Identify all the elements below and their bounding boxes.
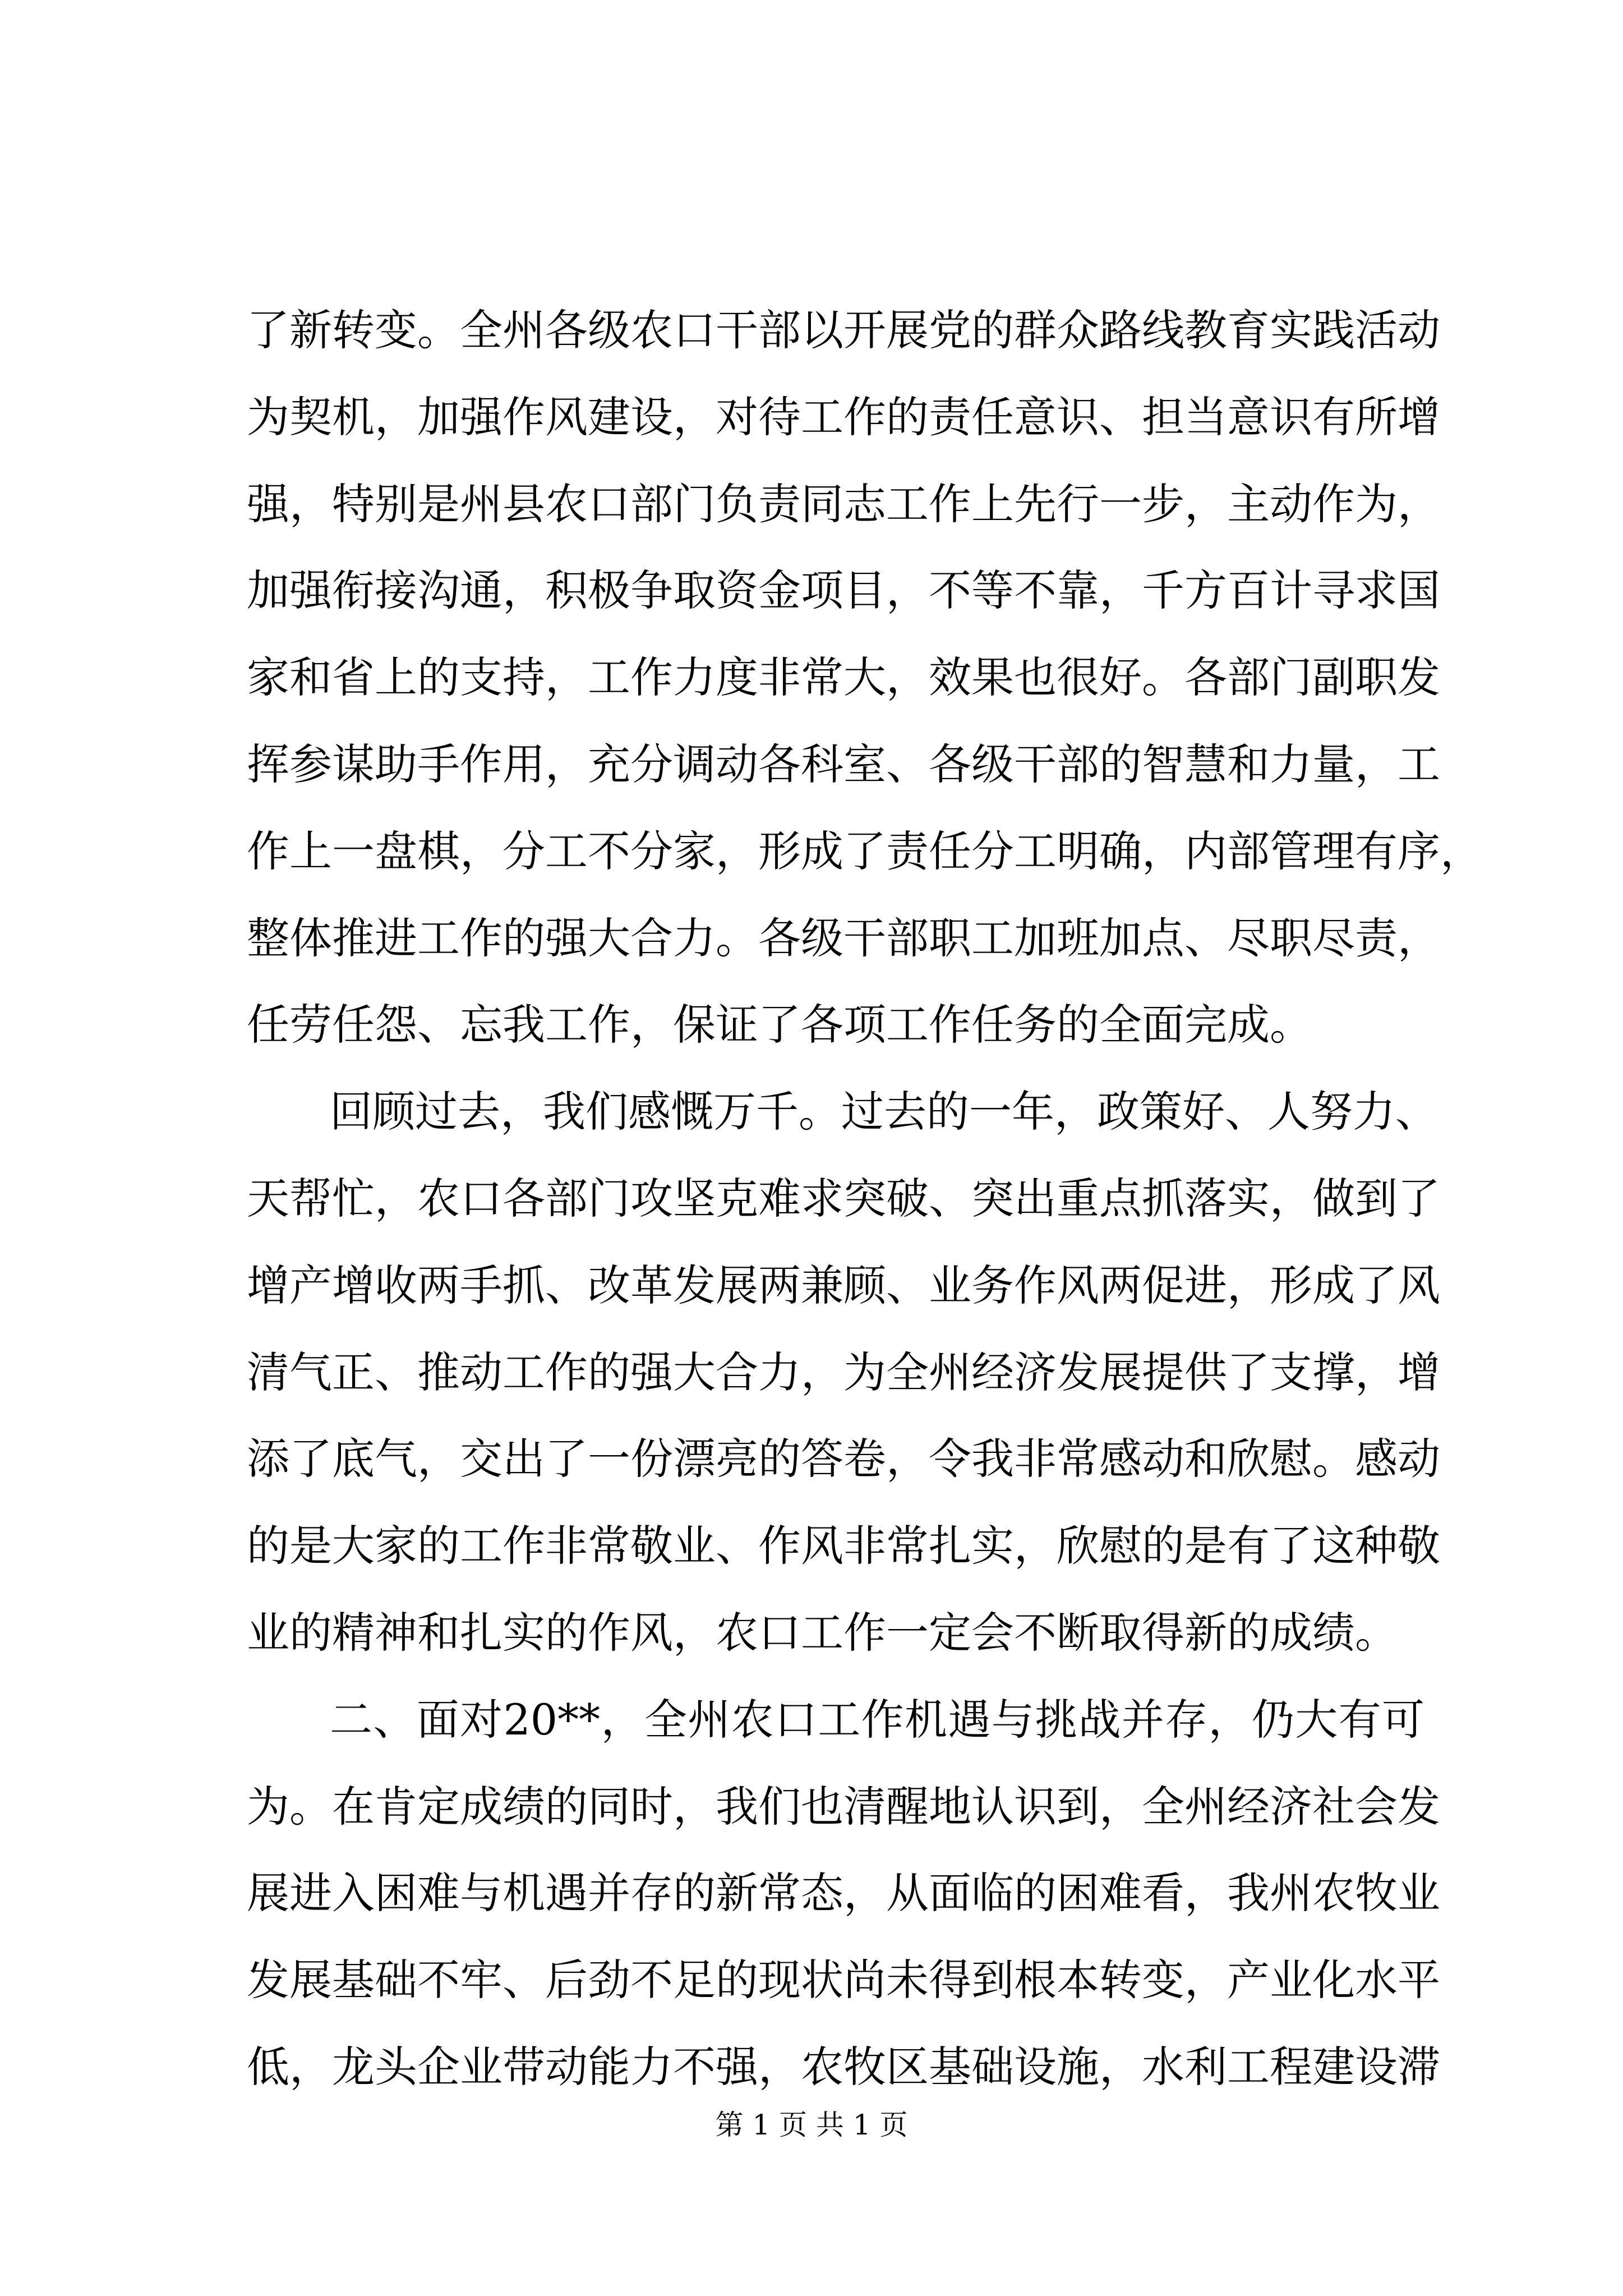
- text-line: 回顾过去，我们感慨万千。过去的一年，政策好、人努力、: [330, 1087, 1438, 1137]
- text-line: 任劳任怨、忘我工作，保证了各项工作任务的全面完成。: [247, 1000, 1312, 1050]
- text-line: 发展基础不牢、后劲不足的现状尚未得到根本转变，产业化水平: [247, 1955, 1440, 2005]
- text-line: 作上一盘棋，分工不分家，形成了责任分工明确，内部管理有序，: [247, 826, 1483, 876]
- text-line: 加强衔接沟通，积极争取资金项目，不等不靠，千方百计寻求国: [247, 565, 1440, 616]
- text-line: 天帮忙，农口各部门攻坚克难求突破、突出重点抓落实，做到了: [247, 1173, 1440, 1223]
- text-line: 为契机，加强作风建设，对待工作的责任意识、担当意识有所增: [247, 392, 1440, 442]
- text-line: 添了底气，交出了一份漂亮的答卷，令我非常感动和欣慰。感动: [247, 1434, 1440, 1484]
- text-line: 为。在肯定成绩的同时，我们也清醒地认识到，全州经济社会发: [247, 1781, 1440, 1832]
- body-text: [247, 303, 1483, 2127]
- text-line: 整体推进工作的强大合力。各级干部职工加班加点、尽职尽责，: [247, 913, 1440, 963]
- text-line: 挥参谋助手作用，充分调动各科室、各级干部的智慧和力量，工: [247, 739, 1440, 789]
- text-line: 业的精神和扎实的作风，农口工作一定会不断取得新的成绩。: [247, 1607, 1398, 1658]
- text-line: 展进入困难与机遇并存的新常态，从面临的困难看，我州农牧业: [247, 1868, 1440, 1918]
- text-line: 二、面对20**，全州农口工作机遇与挑战并存，仍大有可: [330, 1694, 1424, 1745]
- text-line: 低，龙头企业带动能力不强，农牧区基础设施，水利工程建设滞: [247, 2041, 1440, 2092]
- text-line: 的是大家的工作非常敬业、作风非常扎实，欣慰的是有了这种敬: [247, 1521, 1440, 1571]
- text-line: 家和省上的支持，工作力度非常大，效果也很好。各部门副职发: [247, 652, 1440, 703]
- text-line: 清气正、推动工作的强大合力，为全州经济发展提供了支撑，增: [247, 1347, 1440, 1397]
- text-line: 了新转变。全州各级农口干部以开展党的群众路线教育实践活动: [247, 305, 1440, 355]
- page-footer: 第 1 页 共 1 页: [715, 2109, 908, 2141]
- text-line: 强，特别是州县农口部门负责同志工作上先行一步，主动作为，: [247, 478, 1440, 529]
- text-line: 增产增收两手抓、改革发展两兼顾、业务作风两促进，形成了风: [247, 1260, 1440, 1310]
